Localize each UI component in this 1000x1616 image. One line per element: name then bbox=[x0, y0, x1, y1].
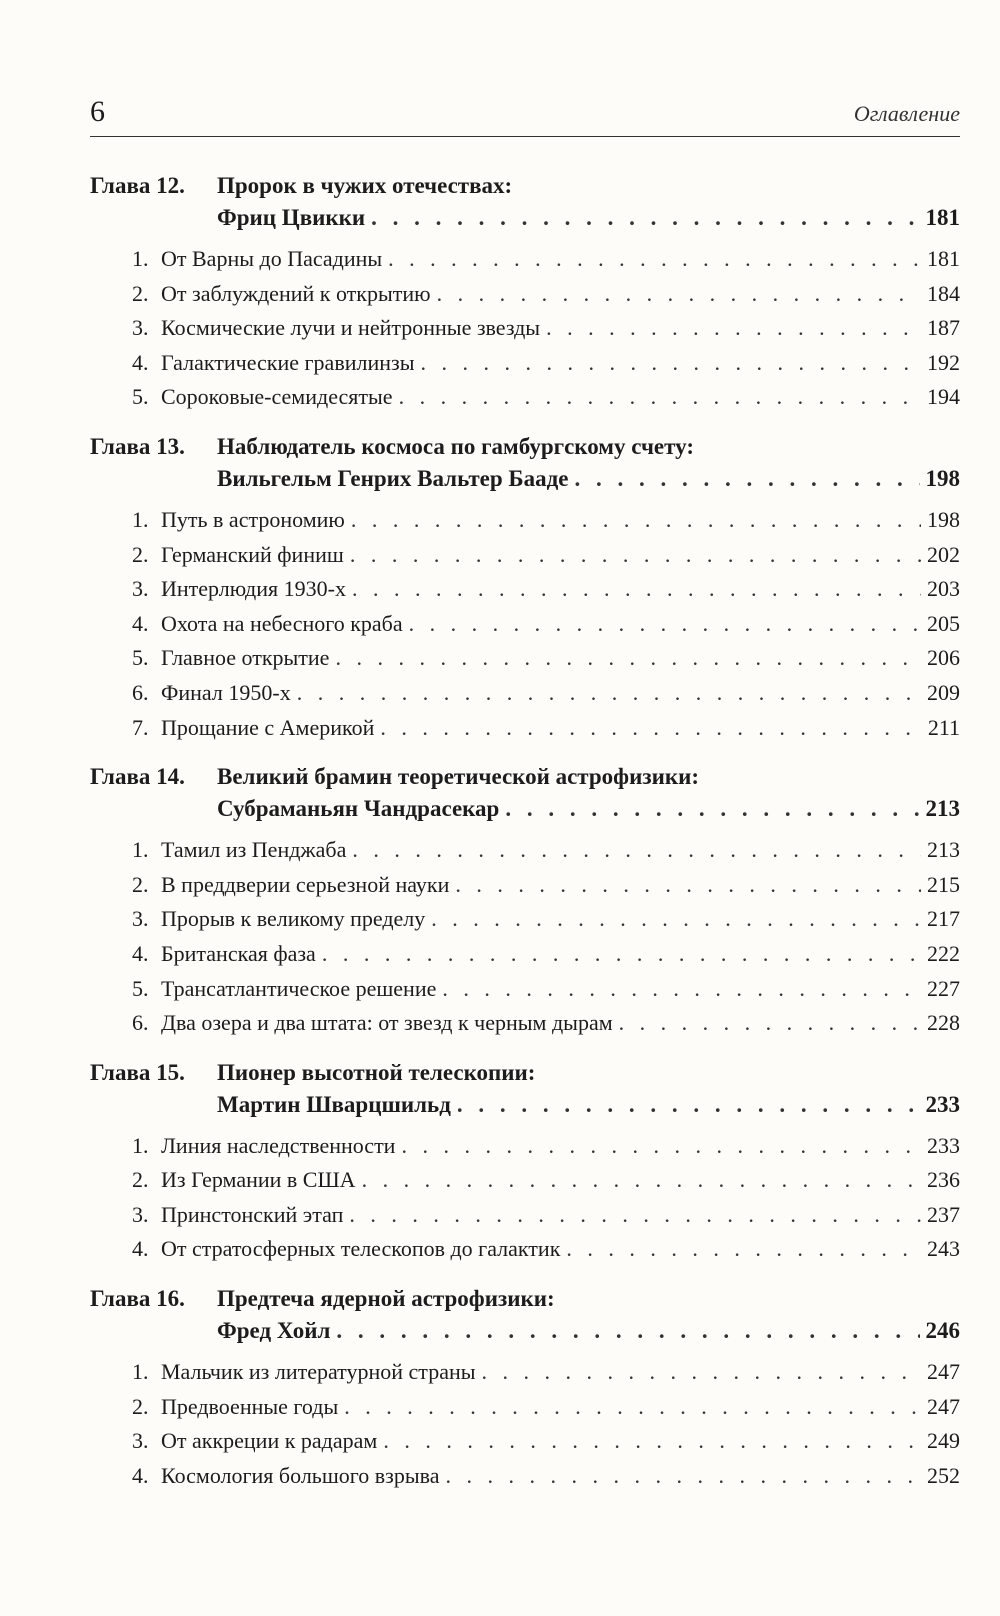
section-number: 2. bbox=[132, 871, 149, 897]
section-list bbox=[90, 503, 960, 745]
dot-leader bbox=[350, 538, 921, 573]
section-page-number: 209 bbox=[927, 679, 960, 705]
dot-leader bbox=[482, 1355, 921, 1390]
dot-leader bbox=[455, 868, 921, 903]
chapter-entry bbox=[90, 431, 960, 745]
section-number: 4. bbox=[132, 940, 149, 966]
chapter-title-last-line bbox=[90, 793, 960, 825]
section-page-number: 206 bbox=[927, 645, 960, 671]
chapter-entry bbox=[90, 1283, 960, 1493]
chapter-title-line: Великий брамин теоретической астрофизики: bbox=[217, 764, 700, 790]
section-number: 7. bbox=[132, 714, 149, 740]
section-page-number: 187 bbox=[927, 315, 960, 341]
dot-leader bbox=[505, 793, 919, 825]
section-title: Линия наследственности bbox=[161, 1132, 396, 1158]
dot-leader bbox=[566, 1232, 921, 1267]
section-entry bbox=[90, 1198, 960, 1233]
section-number: 5. bbox=[132, 645, 149, 671]
dot-leader bbox=[409, 607, 921, 642]
section-title: Из Германии в США bbox=[161, 1167, 356, 1193]
section-number: 2. bbox=[132, 1393, 149, 1419]
section-page-number: 247 bbox=[927, 1393, 960, 1419]
section-entry bbox=[90, 1355, 960, 1390]
chapter-title-line: Наблюдатель космоса по гамбургскому счету: bbox=[217, 433, 694, 459]
section-title: Два озера и два штата: от звезд к черным дырам bbox=[161, 1010, 613, 1036]
chapter-page-number: 233 bbox=[925, 1091, 960, 1117]
section-entry bbox=[90, 503, 960, 538]
chapter-label: Глава 15. bbox=[90, 1059, 185, 1085]
section-entry bbox=[90, 972, 960, 1007]
dot-leader bbox=[351, 503, 921, 538]
section-title: Главное открытие bbox=[161, 645, 330, 671]
section-entry bbox=[90, 1232, 960, 1267]
chapter-label: Глава 13. bbox=[90, 433, 185, 459]
table-of-contents bbox=[90, 170, 960, 1509]
section-number: 3. bbox=[132, 1201, 149, 1227]
section-number: 3. bbox=[132, 1428, 149, 1454]
section-number: 6. bbox=[132, 679, 149, 705]
section-list bbox=[90, 833, 960, 1041]
section-number: 1. bbox=[132, 837, 149, 863]
dot-leader bbox=[619, 1006, 921, 1041]
section-number: 4. bbox=[132, 1236, 149, 1262]
section-title: Германский финиш bbox=[161, 541, 344, 567]
page-header bbox=[90, 92, 960, 137]
section-entry bbox=[90, 538, 960, 573]
section-title: От аккреции к радарам bbox=[161, 1428, 378, 1454]
section-number: 3. bbox=[132, 906, 149, 932]
dot-leader bbox=[445, 1459, 921, 1494]
section-entry bbox=[90, 1424, 960, 1459]
section-title: Прорыв к великому пределу bbox=[161, 906, 426, 932]
dot-leader bbox=[335, 641, 921, 676]
section-number: 6. bbox=[132, 1010, 149, 1036]
section-page-number: 203 bbox=[927, 576, 960, 602]
section-title: Галактические гравилинзы bbox=[161, 349, 415, 375]
chapter-title-line: Пионер высотной телескопии: bbox=[217, 1059, 536, 1085]
section-entry bbox=[90, 868, 960, 903]
dot-leader bbox=[349, 1198, 921, 1233]
dot-leader bbox=[362, 1163, 921, 1198]
dot-leader bbox=[336, 1315, 919, 1347]
section-number: 4. bbox=[132, 1462, 149, 1488]
section-number: 3. bbox=[132, 315, 149, 341]
dot-leader bbox=[352, 833, 921, 868]
dot-leader bbox=[442, 972, 921, 1007]
chapter-title-text: Фред Хойл bbox=[217, 1318, 331, 1344]
section-entry bbox=[90, 277, 960, 312]
chapter-label: Глава 14. bbox=[90, 764, 185, 790]
section-page-number: 249 bbox=[927, 1428, 960, 1454]
section-number: 1. bbox=[132, 1132, 149, 1158]
section-page-number: 233 bbox=[927, 1132, 960, 1158]
section-title: Тамил из Пенджаба bbox=[161, 837, 347, 863]
section-title: Сороковые-семидесятые bbox=[161, 384, 393, 410]
section-entry bbox=[90, 1006, 960, 1041]
section-list bbox=[90, 1355, 960, 1493]
section-entry bbox=[90, 1129, 960, 1164]
section-title: Трансатлантическое решение bbox=[161, 975, 437, 1001]
chapter-entry bbox=[90, 761, 960, 1041]
section-title: От заблуждений к открытию bbox=[161, 280, 431, 306]
section-page-number: 205 bbox=[927, 610, 960, 636]
section-title: Прощание с Америкой bbox=[161, 714, 375, 740]
chapter-title-text: Фриц Цвикки bbox=[217, 205, 366, 230]
dot-leader bbox=[457, 1089, 920, 1121]
chapter-entry bbox=[90, 170, 960, 415]
dot-leader bbox=[388, 242, 921, 277]
section-entry bbox=[90, 902, 960, 937]
section-title: От стратосферных телескопов до галактик bbox=[161, 1236, 561, 1262]
section-entry bbox=[90, 572, 960, 607]
section-entry bbox=[90, 346, 960, 381]
chapter-page-number: 198 bbox=[925, 465, 960, 491]
section-page-number: 184 bbox=[927, 280, 960, 306]
section-page-number: 213 bbox=[927, 837, 960, 863]
section-entry bbox=[90, 1459, 960, 1494]
dot-leader bbox=[380, 711, 921, 746]
section-entry bbox=[90, 607, 960, 642]
section-page-number: 198 bbox=[927, 506, 960, 532]
section-entry bbox=[90, 676, 960, 711]
chapter-heading bbox=[90, 431, 960, 495]
chapter-entry bbox=[90, 1057, 960, 1267]
dot-leader bbox=[431, 902, 921, 937]
section-entry bbox=[90, 311, 960, 346]
chapter-heading bbox=[90, 170, 960, 234]
dot-leader bbox=[322, 937, 921, 972]
dot-leader bbox=[297, 676, 921, 711]
chapter-heading bbox=[90, 1057, 960, 1121]
section-number: 1. bbox=[132, 246, 149, 271]
section-title: Мальчик из литературной страны bbox=[161, 1359, 476, 1385]
section-entry bbox=[90, 1163, 960, 1198]
section-number: 2. bbox=[132, 280, 149, 306]
dot-leader bbox=[437, 277, 921, 312]
section-number: 4. bbox=[132, 349, 149, 375]
section-title: Предвоенные годы bbox=[161, 1393, 339, 1419]
chapter-title-text: Мартин Шварцшильд bbox=[217, 1091, 451, 1117]
section-page-number: 217 bbox=[927, 906, 960, 932]
running-head: Оглавление bbox=[853, 101, 960, 126]
chapter-title-text: Вильгельм Генрих Вальтер Бааде bbox=[217, 465, 569, 491]
section-title: От Варны до Пасадины bbox=[161, 246, 383, 271]
chapter-label: Глава 12. bbox=[90, 173, 185, 198]
section-title: Космические лучи и нейтронные звезды bbox=[161, 315, 541, 341]
section-page-number: 222 bbox=[927, 940, 960, 966]
section-list bbox=[90, 242, 960, 415]
section-entry bbox=[90, 833, 960, 868]
dot-leader bbox=[383, 1424, 921, 1459]
chapter-title-text: Субраманьян Чандрасекар bbox=[217, 796, 500, 822]
section-page-number: 252 bbox=[927, 1462, 960, 1488]
page-number: 6 bbox=[90, 95, 105, 128]
chapter-title-line: Предтеча ядерной астрофизики: bbox=[217, 1286, 555, 1312]
chapter-title-last-line bbox=[90, 202, 960, 234]
dot-leader bbox=[574, 463, 919, 495]
chapter-heading bbox=[90, 761, 960, 825]
chapter-page-number: 213 bbox=[925, 796, 960, 822]
section-page-number: 243 bbox=[927, 1236, 960, 1262]
section-number: 3. bbox=[132, 576, 149, 602]
section-entry bbox=[90, 641, 960, 676]
section-title: Интерлюдия 1930-х bbox=[161, 576, 346, 602]
section-page-number: 228 bbox=[927, 1010, 960, 1036]
section-list bbox=[90, 1129, 960, 1267]
section-title: Принстонский этап bbox=[161, 1201, 344, 1227]
section-page-number: 194 bbox=[927, 384, 960, 410]
dot-leader bbox=[401, 1129, 921, 1164]
section-number: 1. bbox=[132, 506, 149, 532]
section-page-number: 247 bbox=[927, 1359, 960, 1385]
section-number: 5. bbox=[132, 975, 149, 1001]
chapter-page-number: 181 bbox=[925, 205, 960, 230]
dot-leader bbox=[399, 380, 921, 415]
section-title: Финал 1950-х bbox=[161, 679, 291, 705]
section-title: Охота на небесного краба bbox=[161, 610, 403, 636]
chapter-title-last-line bbox=[90, 1089, 960, 1121]
dot-leader bbox=[546, 311, 921, 346]
section-entry bbox=[90, 242, 960, 277]
section-title: Британская фаза bbox=[161, 940, 316, 966]
chapter-title-last-line bbox=[90, 1315, 960, 1347]
section-page-number: 211 bbox=[927, 714, 960, 740]
section-entry bbox=[90, 711, 960, 746]
section-entry bbox=[90, 380, 960, 415]
section-page-number: 227 bbox=[927, 975, 960, 1001]
chapter-label: Глава 16. bbox=[90, 1286, 185, 1312]
dot-leader bbox=[371, 202, 919, 234]
section-title: В преддверии серьезной науки bbox=[161, 871, 450, 897]
section-page-number: 215 bbox=[927, 871, 960, 897]
dot-leader bbox=[344, 1390, 921, 1425]
section-number: 5. bbox=[132, 384, 149, 410]
chapter-title-last-line bbox=[90, 463, 960, 495]
section-title: Путь в астрономию bbox=[161, 506, 345, 532]
chapter-title-line: Пророк в чужих отечествах: bbox=[217, 173, 513, 198]
section-page-number: 236 bbox=[927, 1167, 960, 1193]
section-entry bbox=[90, 1390, 960, 1425]
section-number: 1. bbox=[132, 1359, 149, 1385]
dot-leader bbox=[420, 346, 921, 381]
dot-leader bbox=[352, 572, 921, 607]
section-page-number: 181 bbox=[927, 246, 960, 271]
chapter-page-number: 246 bbox=[925, 1318, 960, 1344]
section-page-number: 192 bbox=[927, 349, 960, 375]
section-page-number: 237 bbox=[927, 1201, 960, 1227]
section-number: 4. bbox=[132, 610, 149, 636]
section-entry bbox=[90, 937, 960, 972]
chapter-heading bbox=[90, 1283, 960, 1347]
section-number: 2. bbox=[132, 1167, 149, 1193]
section-page-number: 202 bbox=[927, 541, 960, 567]
section-title: Космология большого взрыва bbox=[161, 1462, 440, 1488]
section-number: 2. bbox=[132, 541, 149, 567]
